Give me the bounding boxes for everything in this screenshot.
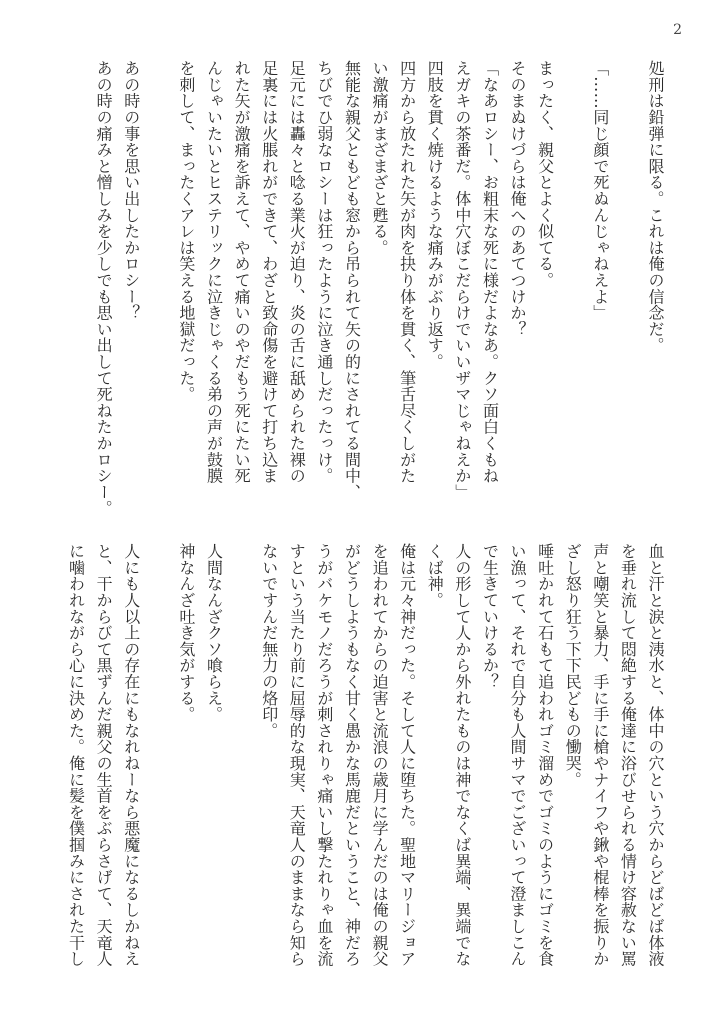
text-column: を追われてからの迫害と流浪の歳月に学んだのは俺の親父 <box>370 543 390 967</box>
text-column: んじゃいたいとヒステリックに泣きじゃくる弟の声が鼓膜 <box>204 60 224 484</box>
text-block-bottom <box>62 543 669 983</box>
page-number: 2 <box>673 22 682 38</box>
text-column: まったく、親父とよく似てる。 <box>535 60 555 289</box>
text-column: ざし怒り狂う下下民どもの慟哭。 <box>563 543 583 788</box>
text-column <box>559 60 587 500</box>
text-column: 「……同じ顔で死ぬんじゃねえよ」 <box>590 60 610 321</box>
text-column: くば神。 <box>425 543 445 609</box>
text-column: を刺して、まったくアレは笑える地獄だった。 <box>176 60 196 403</box>
text-column: 声と嘲笑と暴力、手に手に槍やナイフや鍬や棍棒を振りか <box>590 543 610 967</box>
text-column: に噛われながら心に決めた。俺に髪を僕掴みにされた干し <box>66 543 86 967</box>
text-column: で生きていけるか？ <box>480 543 500 690</box>
text-column: 処刑は鉛弾に限る。これは俺の信念だ。 <box>646 60 665 354</box>
text-column: 血と汗と涙と洟水と、体中の穴という穴からどばどば体液 <box>646 543 665 967</box>
text-column: 足裏には火脹れができて、わざと致命傷を避けて打ち込ま <box>259 60 279 484</box>
text-column: がどうしようもなく甘く愚かな馬鹿だということ、神だろ <box>342 543 362 967</box>
text-block-top <box>90 60 669 517</box>
text-column: 四方から放たれた矢が肉を抉り体を貫く、筆舌尽くしがた <box>397 60 417 484</box>
text-column: 人の形して人から外れたものは神でなくば異端、異端でな <box>452 543 472 967</box>
text-column: れた矢が激痛を訴えて、やめて痛いのやだもう死にたい死 <box>232 60 252 484</box>
text-column: 神なんざ吐き気がする。 <box>176 543 196 723</box>
text-column: 「なあロシー、お粗末な死に様だよなあ。クソ面白くもね <box>480 60 500 484</box>
text-column: い激痛がまざまざと甦る。 <box>370 60 390 256</box>
text-column: 俺は元々神だった。そして人に堕ちた。聖地マリージョア <box>397 543 417 967</box>
text-column: すという当たり前に屈辱的な現実、天竜人のままなら知ら <box>287 543 307 967</box>
text-column: そのまぬけづらは俺へのあてつけか？ <box>508 60 528 338</box>
text-column: 人間なんざクソ喰らえ。 <box>204 543 224 723</box>
text-column: あの時の事を思い出したかロシー？ <box>121 60 141 321</box>
text-column <box>614 60 642 500</box>
text-column: ないですんだ無力の烙印。 <box>259 543 279 739</box>
text-column: い漁って、それで自分も人間サマでございって澄ましこん <box>508 543 528 967</box>
text-column <box>145 60 173 500</box>
text-column: 無能な親父ともども窓から吊られて矢の的にされてる間中、 <box>342 60 362 501</box>
text-column: えガキの茶番だ。体中穴ぼこだらけでいいザマじゃねえか」 <box>452 60 472 501</box>
text-column <box>228 543 256 983</box>
text-column: うがバケモノだろうが刺されりゃ痛いし撃たれりゃ血を流 <box>314 543 334 967</box>
text-column: 四肢を貫く焼けるような痛みがぶり返す。 <box>425 60 445 370</box>
text-column: 足元には轟々と唸る業火が迫り、炎の舌に舐められた裸の <box>287 60 307 484</box>
text-column: ちびでひ弱なロシーは狂ったように泣き通しだったっけ。 <box>314 60 334 484</box>
text-column: を垂れ流して悶絶する俺達に浴びせられる情け容赦ない罵 <box>618 543 638 967</box>
text-column: あの時の痛みと憎しみを少しでも思い出して死ねたかロシー。 <box>94 60 114 517</box>
text-column: 唾吐かれて石もて追われゴミ溜めでゴミのようにゴミを食 <box>535 543 555 967</box>
text-column: と、干からびて黒ずんだ親父の生首をぶらさげて、天竜人 <box>94 543 114 967</box>
text-column <box>145 543 173 983</box>
text-column: 人にも人以上の存在にもなれねーなら悪魔になるしかねえ <box>121 543 141 967</box>
